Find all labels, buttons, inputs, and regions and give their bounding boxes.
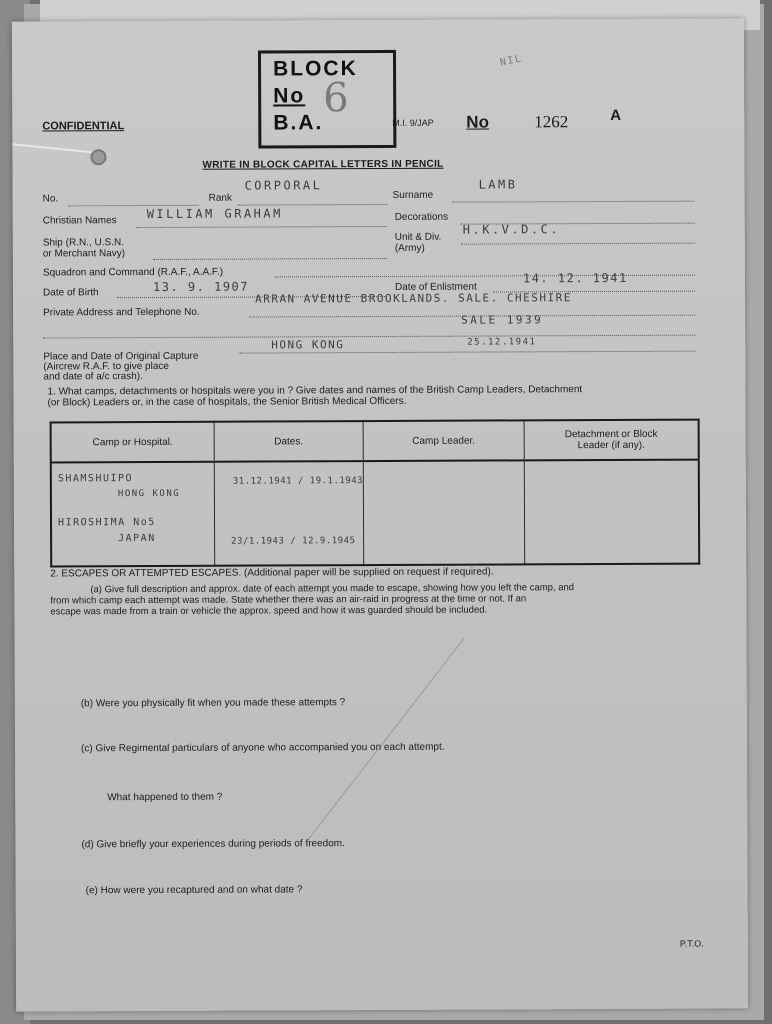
col-header-camp-leader: Camp Leader. <box>363 420 524 461</box>
confidential-label: CONFIDENTIAL <box>42 120 125 133</box>
block-no-label: No <box>273 84 306 108</box>
rank-field-line <box>238 204 388 206</box>
question-2c-text: (c) Give Regimental particulars of anyone who accompanied you on each attempt. <box>80 741 445 755</box>
question-2a-text: (a) Give full description and approx. date of each attempt you made to escape, showing how you left the camp, and <box>90 582 575 596</box>
question-2a-text-2: from which camp each attempt was made. State whether there was an air-raid in progress at the time or not. If an <box>50 593 527 607</box>
address-value-2: SALE 1939 <box>461 313 544 327</box>
block-label: BLOCK <box>273 57 358 81</box>
camp-name-2: HIROSHIMA No5 <box>58 516 156 529</box>
camp-leader-cell <box>363 460 524 565</box>
capture-date: 25.12.1941 <box>467 337 537 348</box>
christian-names-label: Christian Names <box>42 215 117 227</box>
col-header-dates: Dates. <box>214 421 363 462</box>
unit-value: H.K.V.D.C. <box>462 222 561 237</box>
dob-value: 13. 9. 1907 <box>152 279 250 294</box>
camp-location-2: JAPAN <box>118 532 156 545</box>
surname-label: Surname <box>392 189 434 201</box>
table-header-row <box>51 420 699 463</box>
table-row <box>51 460 699 567</box>
camps-table <box>50 419 701 568</box>
ship-line <box>153 258 387 260</box>
enlistment-value: 14. 12. 1941 <box>522 270 628 286</box>
punch-hole <box>90 149 106 165</box>
ship-label-2: or Merchant Navy) <box>42 248 126 260</box>
tag-string <box>12 141 96 153</box>
question-1-text-2: (or Block) Leaders or, in the case of hospitals, the Senior British Medical Officers. <box>47 395 407 409</box>
block-number-handwritten: 6 <box>323 75 349 122</box>
christian-names-line <box>137 226 387 228</box>
unit-line <box>461 243 695 245</box>
form-suffix: A <box>610 106 622 124</box>
address-label: Private Address and Telephone No. <box>43 306 200 319</box>
block-number-box <box>258 50 396 149</box>
question-2b-text: (b) Were you physically fit when you made these attempts ? <box>80 697 346 710</box>
decorations-label: Decorations <box>394 211 449 223</box>
rank-label: Rank <box>208 192 232 204</box>
question-1-text: 1. What camps, detachments or hospitals were you in ? Give dates and names of the British Camp Leaders, Detachment <box>47 384 583 398</box>
surname-value: LAMB <box>478 177 518 192</box>
unit-label-2: (Army) <box>394 242 425 254</box>
question-2d-text: (d) Give briefly your experiences during periods of freedom. <box>81 838 345 851</box>
pto-label: P.T.O. <box>679 938 704 949</box>
dates-2: 23/1.1943 / 12.9.1945 <box>231 536 356 547</box>
nil-note: NIL <box>499 53 524 69</box>
question-2e-text: (e) How were you recaptured and on what date ? <box>85 884 303 897</box>
block-ba-label: B.A. <box>273 111 324 135</box>
camp-cell <box>51 462 215 567</box>
squadron-label: Squadron and Command (R.A.F., A.A.F.) <box>42 266 224 279</box>
form-number: 1262 <box>534 112 569 132</box>
form-code: M.I. 9/JAP <box>392 117 434 128</box>
christian-names-value: WILLIAM GRAHAM <box>146 206 283 222</box>
camp-location-1: HONG KONG <box>117 488 181 500</box>
dates-cell <box>214 461 363 566</box>
detachment-leader-cell <box>524 460 699 565</box>
capture-label-2: (Aircrew R.A.F. to give place <box>43 360 169 373</box>
question-2-heading: 2. ESCAPES OR ATTEMPTED ESCAPES. (Additional paper will be supplied on request if required). <box>50 566 494 580</box>
unit-label: Unit & Div. <box>394 231 442 243</box>
fold-crease <box>305 637 465 843</box>
dob-label: Date of Birth <box>43 287 99 299</box>
capture-label-3: and date of a/c crash). <box>43 371 143 383</box>
pow-questionnaire-form <box>12 18 748 1011</box>
camp-name-1: SHAMSHUIPO <box>57 473 134 485</box>
capture-label: Place and Date of Original Capture <box>43 350 199 363</box>
col-header-detachment-leader: Detachment or Block Leader (if any). <box>524 420 699 461</box>
instruction-heading: WRITE IN BLOCK CAPITAL LETTERS IN PENCIL <box>202 158 444 171</box>
number-label: No <box>466 112 489 132</box>
squadron-line <box>275 275 695 278</box>
capture-place: HONG KONG <box>271 338 345 352</box>
dates-1: 31.12.1941 / 19.1.1943 <box>232 476 364 487</box>
question-2a-text-3: escape was made from a train or vehicle the approx. speed and how it was guarded should be included. <box>50 604 488 618</box>
enlistment-label: Date of Enlistment <box>394 281 477 293</box>
address-value: ARRAN AVENUE BROOKLANDS. SALE. CHESHIRE <box>255 291 572 306</box>
col-header-camp: Camp or Hospital. <box>51 422 215 463</box>
ship-label: Ship (R.N., U.S.N. <box>42 237 124 249</box>
no-label: No. <box>42 193 59 205</box>
surname-field-line <box>453 201 695 203</box>
rank-value: CORPORAL <box>244 178 323 193</box>
question-2c-followup: What happened to them ? <box>107 791 223 804</box>
address-line-2 <box>43 335 695 339</box>
